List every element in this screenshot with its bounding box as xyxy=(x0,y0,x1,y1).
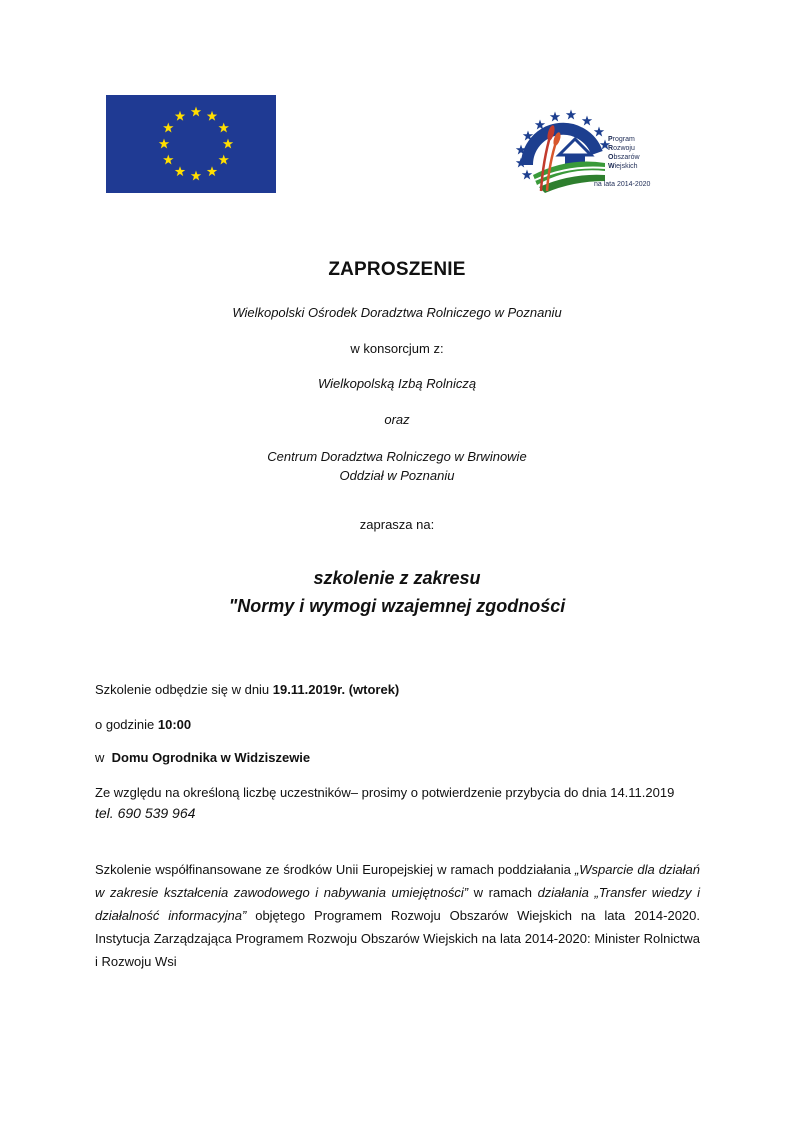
page-title: ZAPROSZENIE xyxy=(328,259,466,280)
prow-logo-line: Rozwoju xyxy=(608,145,635,152)
time-prefix: o godzinie xyxy=(95,717,158,732)
funding-subaction: „Wsparcie dla działań w zakresie kształcenia zawodowego i nabywania umiejętności” xyxy=(95,862,700,900)
eu-flag-icon xyxy=(106,95,276,193)
prow-star xyxy=(566,110,576,120)
partner-2-line-2: Oddział w Poznaniu xyxy=(339,468,455,483)
training-subject-line-2: "Normy i wymogi wzajemnej zgodności xyxy=(228,596,566,616)
prow-logo-line: Program xyxy=(608,136,635,143)
prow-star xyxy=(594,127,604,137)
time-line xyxy=(95,715,700,735)
place-prefix: w xyxy=(95,750,112,765)
phone-number: tel. 690 539 964 xyxy=(95,805,196,821)
prow-logo-years: na lata 2014-2020 xyxy=(594,181,651,188)
funding-text-3: objętego Programem Rozwoju Obszarów Wiejskich na lata 2014-2020. Instytucja Zarządzająca Programem Rozwoju Obszarów Wiejskich na lata 2014-2020: Minister Rolnictwa i Rozwoju Wsi xyxy=(95,908,701,969)
funding-paragraph xyxy=(95,858,700,973)
invites-line: zaprasza na: xyxy=(359,517,435,532)
prow-star xyxy=(550,112,560,122)
date-value: 19.11.2019r. (wtorek) xyxy=(272,682,400,697)
prow-logo-line: Obszarów xyxy=(608,154,640,161)
conjunction: oraz xyxy=(384,412,410,427)
date-line xyxy=(95,680,700,700)
time-value: 10:00 xyxy=(157,717,192,732)
partner-2-line-1: Centrum Doradztwa Rolniczego w Brwinowie xyxy=(267,449,527,464)
training-subject-line-1: szkolenie z zakresu xyxy=(313,568,481,588)
training-subject xyxy=(0,564,794,620)
confirmation-text: Ze względu na określoną liczbę uczestników– prosimy o potwierdzenie przybycia do dnia 14.11.2019 xyxy=(95,785,675,800)
place-value: Domu Ogrodnika w Widziszewie xyxy=(111,750,311,765)
prow-star xyxy=(582,116,592,126)
organizer-name: Wielkopolski Ośrodek Doradztwa Rolniczego w Poznaniu xyxy=(232,305,562,320)
prow-star xyxy=(522,170,532,180)
funding-action: działania „Transfer wiedzy i działalność informacyjna” xyxy=(95,885,700,923)
date-prefix: Szkolenie odbędzie się w dniu xyxy=(95,682,273,697)
partner-1: Wielkopolską Izbą Rolniczą xyxy=(317,376,477,391)
prow-logo-line: Wiejskich xyxy=(608,163,638,170)
funding-text-2: w ramach xyxy=(468,885,538,900)
prow-logo xyxy=(513,105,663,197)
consortium-intro: w konsorcjum z: xyxy=(350,341,444,356)
funding-text-1: Szkolenie współfinansowane ze środków Unii Europejskiej w ramach poddziałania xyxy=(95,862,575,877)
prow-logo-text xyxy=(608,135,668,171)
place-line xyxy=(95,748,700,768)
